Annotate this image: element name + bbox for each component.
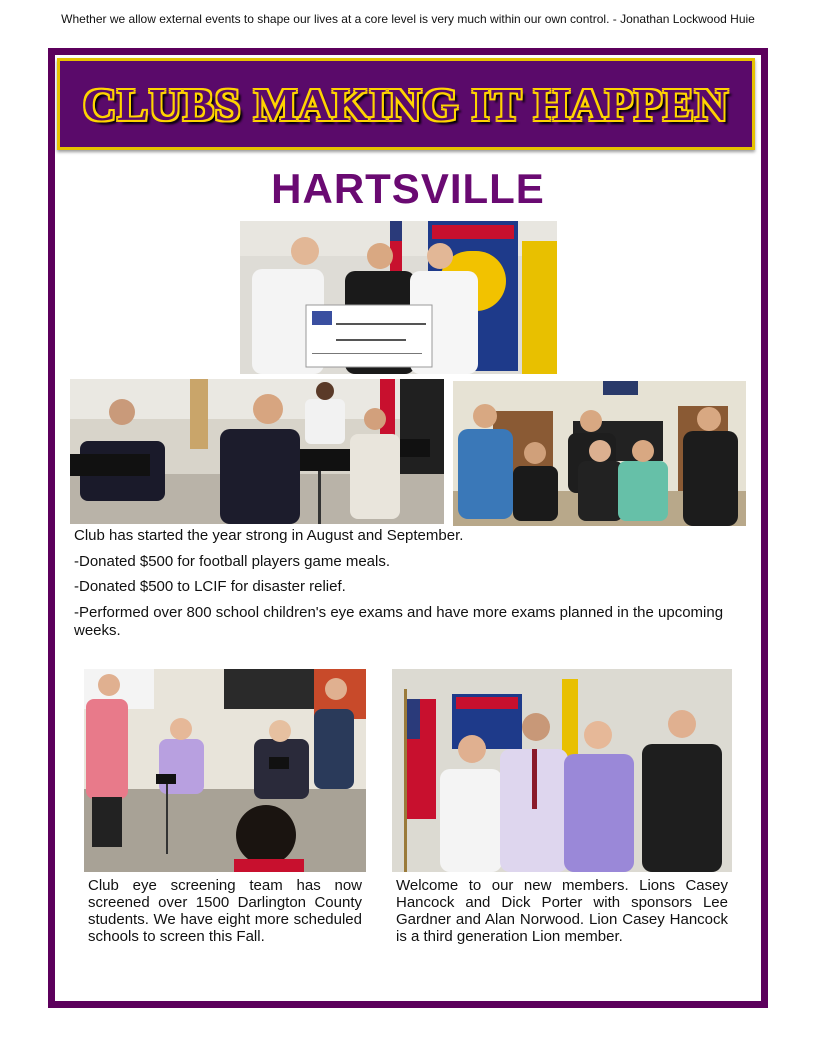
club-heading: HARTSVILLE — [271, 165, 545, 212]
header-quote: Whether we allow external events to shape our lives at a core level is very much within our own control. - Jonathan Lockwood Huie — [61, 12, 755, 26]
caption-screening-team: Club eye screening team has now screened over 1500 Darlington County students. We have eight more scheduled schools to screen this Fall. — [88, 877, 362, 945]
newsletter-frame — [48, 48, 768, 1008]
caption-new-members: Welcome to our new members. Lions Casey Hancock and Dick Porter with sponsors Lee Gardner and Alan Norwood. Lion Casey Hancock is a third generation Lion member. — [396, 877, 728, 945]
body-item: -Donated $500 for football players game meals. — [74, 553, 391, 570]
body-item: -Performed over 800 school children's eye exams and have more exams planned in the upcoming weeks. — [74, 604, 724, 639]
section-banner — [57, 58, 755, 150]
photo-screening-team — [84, 669, 366, 872]
body-intro: Club has started the year strong in August and September. — [74, 527, 464, 544]
photo-group-library — [453, 381, 746, 526]
photo-eye-screening-room — [70, 379, 444, 524]
photo-check-presentation — [240, 221, 557, 374]
body-item: -Donated $500 to LCIF for disaster relief. — [74, 578, 346, 595]
banner-title: CLUBS MAKING IT HAPPEN — [82, 78, 730, 130]
photo-new-members — [392, 669, 732, 872]
